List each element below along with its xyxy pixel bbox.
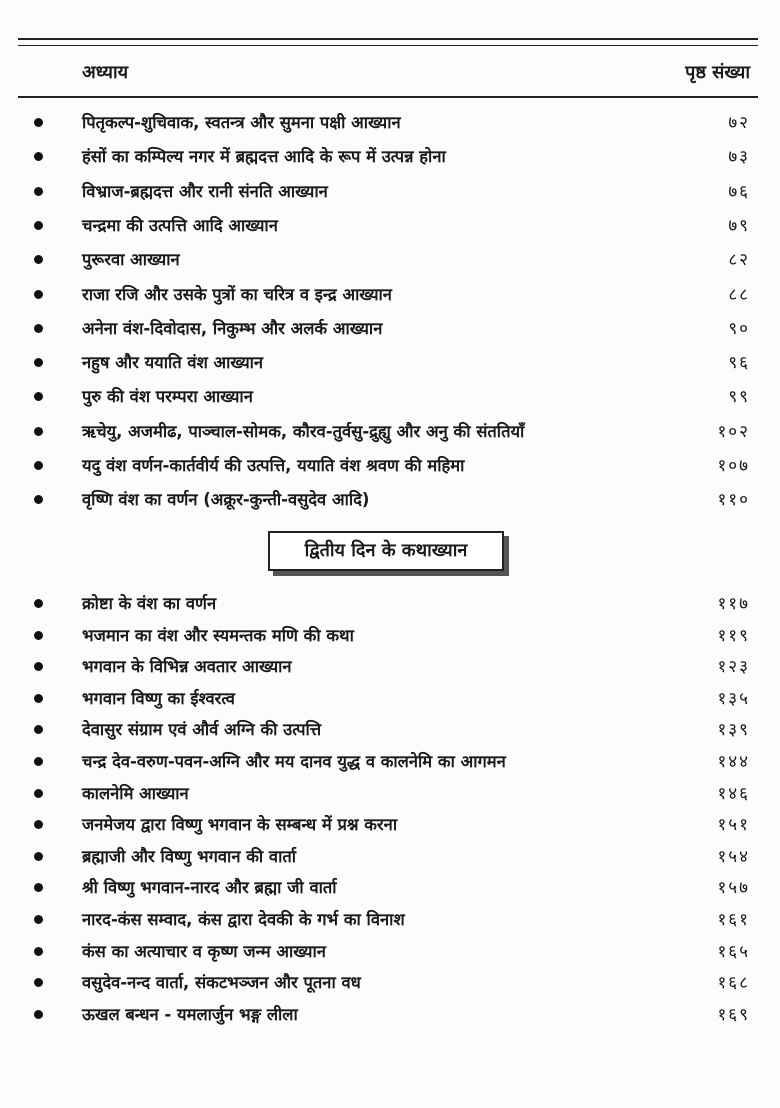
entry-page-number: १५१: [717, 815, 750, 836]
entry-page-number: १५४: [717, 846, 750, 867]
toc-entry: [0, 279, 780, 309]
bullet-icon: [34, 118, 43, 127]
entry-title: पुरूरवा आख्यान: [82, 250, 180, 270]
toc-entry: [0, 999, 780, 1029]
entry-page-number: १०७: [717, 456, 750, 476]
entry-title: नारद-कंस सम्वाद, कंस द्वारा देवकी के गर्भ का विनाश: [82, 910, 405, 929]
entry-page-number: १६८: [717, 973, 750, 994]
entry-title: श्री विष्णु भगवान-नारद और ब्रह्मा जी वार्ता: [82, 878, 337, 898]
entry-title: राजा रजि और उसके पुत्रों का चरित्र व इन्द्र आख्यान: [82, 284, 392, 304]
bullet-icon: [34, 915, 43, 924]
toc-entry: [0, 484, 780, 514]
bullet-icon: [34, 290, 43, 299]
toc-entry: [0, 651, 780, 681]
toc-entry: [0, 714, 780, 744]
bullet-icon: [34, 1010, 43, 1019]
entry-title: भगवान विष्णु का ईश्वरत्व: [82, 688, 235, 708]
bullet-icon: [34, 152, 43, 161]
entry-page-number: ७९: [728, 215, 750, 236]
bullet-icon: [34, 187, 43, 196]
bullet-icon: [34, 947, 43, 956]
bullet-icon: [34, 358, 43, 367]
top-rule-thick: [18, 38, 758, 40]
entry-title: ऊखल बन्धन - यमलार्जुन भङ्ग लीला: [82, 1004, 298, 1024]
entry-page-number: ११७: [717, 594, 750, 614]
toc-entry: [0, 176, 780, 206]
entry-page-number: १०२: [717, 421, 750, 442]
bullet-icon: [34, 820, 43, 829]
entry-title: चन्द्रमा की उत्पत्ति आदि आख्यान: [82, 215, 278, 235]
chapter-column-header: अध्याय: [82, 62, 129, 83]
entry-title: भजमान का वंश और स्यमन्तक मणि की कथा: [82, 625, 354, 645]
bullet-icon: [34, 694, 43, 703]
entry-page-number: १३५: [717, 688, 750, 709]
bullet-icon: [34, 789, 43, 798]
entry-page-number: १४४: [717, 752, 750, 772]
entry-title: चन्द्र देव-वरुण-पवन-अग्नि और मय दानव युद्ध व कालनेमि का आगमन: [82, 752, 506, 771]
entry-title: यदु वंश वर्णन-कार्तवीर्य की उत्पत्ति, ययाति वंश श्रवण की महिमा: [82, 456, 465, 475]
toc-entry: [0, 210, 780, 240]
entry-page-number: १५७: [717, 878, 750, 899]
entry-page-number: ९०: [728, 318, 750, 339]
entry-title: अनेना वंश-दिवोदास, निकुम्भ और अलर्क आख्यान: [82, 318, 383, 338]
entry-title: देवासुर संग्राम एवं और्व अग्नि की उत्पत्ति: [82, 720, 322, 740]
toc-entry: [0, 872, 780, 902]
top-rule-thin: [18, 45, 758, 46]
toc-entry: [0, 746, 780, 776]
bullet-icon: [34, 495, 43, 504]
bullet-icon: [34, 631, 43, 640]
toc-entry: [0, 244, 780, 274]
bullet-icon: [34, 883, 43, 892]
toc-entry: [0, 347, 780, 377]
entry-title: ऋचेयु, अजमीढ, पाञ्चाल-सोमक, कौरव-तुर्वसु-द्रुह्यु और अनु की संततियाँ: [82, 421, 525, 441]
entry-title: ब्रह्माजी और विष्णु भगवान की वार्ता: [82, 846, 297, 866]
bullet-icon: [34, 255, 43, 264]
toc-entry: [0, 620, 780, 650]
toc-entry: [0, 683, 780, 713]
entry-page-number: ९९: [728, 387, 750, 408]
toc-entry: [0, 588, 780, 618]
entry-title: हंसों का कम्पिल्य नगर में ब्रह्मदत्त आदि के रूप में उत्पन्न होना: [82, 147, 446, 167]
toc-entry: [0, 841, 780, 871]
bullet-icon: [34, 757, 43, 766]
entry-title: जनमेजय द्वारा विष्णु भगवान के सम्बन्ध में प्रश्न करना: [82, 815, 398, 835]
entry-title: वसुदेव-नन्द वार्ता, संकटभञ्जन और पूतना वध: [82, 973, 361, 993]
bullet-icon: [34, 324, 43, 333]
toc-entry: [0, 904, 780, 934]
bullet-icon: [34, 978, 43, 987]
entry-page-number: ७३: [728, 147, 750, 168]
page-column-header: पृष्ठ संख्या: [685, 62, 750, 83]
entry-page-number: ७६: [728, 181, 750, 202]
entry-page-number: ११०: [717, 490, 750, 511]
entry-page-number: १६९: [717, 1004, 750, 1025]
bullet-icon: [34, 662, 43, 671]
bullet-icon: [34, 725, 43, 734]
entry-page-number: १३९: [717, 720, 750, 741]
entry-title: पुरु की वंश परम्परा आख्यान: [82, 387, 253, 407]
toc-entry: [0, 778, 780, 808]
toc-entry: [0, 967, 780, 997]
section-heading: द्वितीय दिन के कथाख्यान: [268, 531, 504, 571]
entry-page-number: ११९: [717, 625, 750, 646]
bullet-icon: [34, 852, 43, 861]
toc-entry: [0, 936, 780, 966]
entry-page-number: १४६: [717, 783, 750, 804]
entry-page-number: १६५: [717, 941, 750, 962]
toc-entry: [0, 141, 780, 171]
header-rule: [18, 96, 758, 98]
entry-title: विभ्राज-ब्रह्मदत्त और रानी संनति आख्यान: [82, 181, 328, 201]
entry-title: क्रोष्टा के वंश का वर्णन: [82, 594, 217, 613]
entry-page-number: ७२: [728, 113, 750, 133]
bullet-icon: [34, 221, 43, 230]
toc-entry: [0, 313, 780, 343]
entry-title: कालनेमि आख्यान: [82, 783, 189, 803]
bullet-icon: [34, 427, 43, 436]
entry-page-number: ९६: [728, 353, 750, 374]
toc-entry: [0, 809, 780, 839]
bullet-icon: [34, 461, 43, 470]
entry-page-number: १६१: [717, 910, 750, 930]
bullet-icon: [34, 392, 43, 401]
entry-title: भगवान के विभिन्न अवतार आख्यान: [82, 657, 292, 677]
entry-title: कंस का अत्याचार व कृष्ण जन्म आख्यान: [82, 941, 326, 961]
entry-page-number: ८८: [728, 284, 750, 305]
bullet-icon: [34, 599, 43, 608]
entry-title: नहुष और ययाति वंश आख्यान: [82, 353, 264, 373]
toc-entry: [0, 381, 780, 411]
entry-page-number: ८२: [728, 250, 750, 271]
entry-title: वृष्णि वंश का वर्णन (अक्रूर-कुन्ती-वसुदेव आदि): [82, 490, 370, 510]
toc-entry: [0, 416, 780, 446]
toc-entry: [0, 450, 780, 480]
entry-page-number: १२३: [717, 657, 750, 678]
toc-entry: [0, 107, 780, 137]
entry-title: पितृकल्प-शुचिवाक, स्वतन्त्र और सुमना पक्षी आख्यान: [82, 113, 401, 132]
